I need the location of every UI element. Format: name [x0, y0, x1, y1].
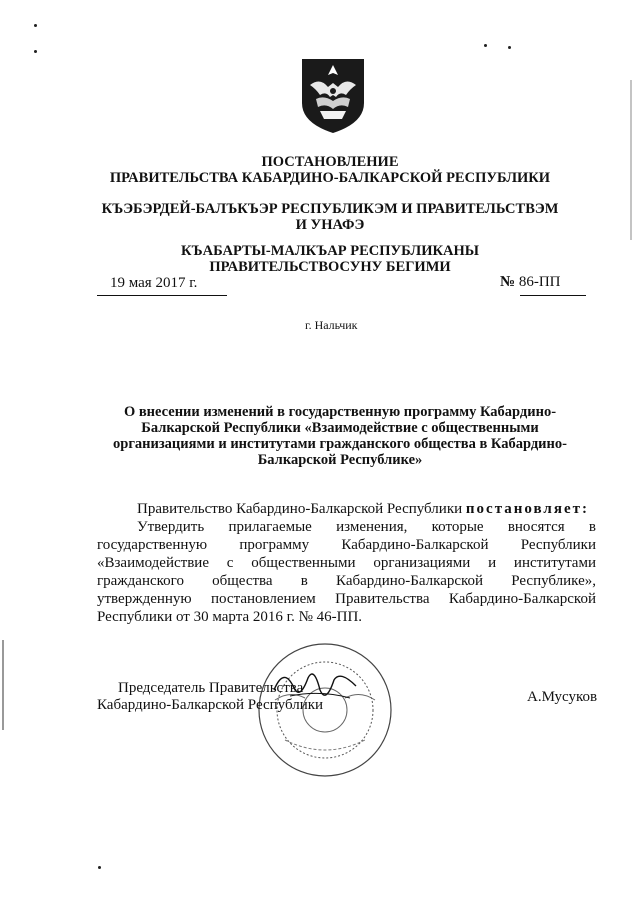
number-sign: № [500, 274, 516, 290]
body-intro: Правительство Кабардино-Балкарской Республики [137, 501, 463, 517]
scan-speck [34, 24, 37, 27]
heading-kabardian: КЪЭБЭРДЕЙ-БАЛЪКЪЭР РЕСПУБЛИКЭМ И ПРАВИТЕЛЬСТВЭМ И УНАФЭ [101, 201, 559, 233]
document-date: 19 мая 2017 г. [110, 275, 198, 291]
scan-speck [484, 44, 487, 47]
scan-edge-mark [630, 80, 632, 240]
signer-position-line-2: Кабардино-Балкарской Республики [97, 697, 324, 713]
heading-line-1: ПОСТАНОВЛЕНИЕ [261, 154, 399, 170]
scan-speck [98, 866, 101, 869]
body-verb: постановляет: [465, 501, 589, 517]
document-number [500, 274, 561, 291]
number-value: 86-ПП [518, 274, 561, 290]
scan-edge-mark [2, 640, 4, 730]
heading-line-2: ПРАВИТЕЛЬСТВА КАБАРДИНО-БАЛКАРСКОЙ РЕСПУБЛИКИ [109, 170, 551, 186]
scan-speck [34, 50, 37, 53]
body-intro-paragraph [97, 500, 596, 518]
document-city: г. Нальчик [305, 318, 358, 332]
coat-of-arms-emblem [298, 55, 368, 135]
document-title: О внесении изменений в государственную программу Кабардино-Балкарской Республики «Взаимодействие с общественными организациями и институтами гражданского общества в Кабардино-Балкарской Республике» [113, 404, 567, 468]
heading-balkar: КЪАБАРТЫ-МАЛКЪАР РЕСПУБЛИКАНЫ ПРАВИТЕЛЬСТВОСУНУ БЕГИМИ [181, 243, 479, 275]
document-type-heading [100, 154, 560, 186]
scan-speck [508, 46, 511, 49]
document-body [97, 500, 596, 626]
date-underline [97, 295, 227, 296]
signer-position-line-1: Председатель Правительства [118, 680, 304, 696]
number-underline [520, 295, 586, 296]
body-text: Утвердить прилагаемые изменения, которые вносятся в государственную программу Кабардино-Балкарской Республики «Взаимодействие с общественными организациями и институтами гражданского общества в Кабардино-Балкарской Республике», утвержденную постановлением Правительства Кабардино-Балкарской Республики от 30 марта 2016 г. № 46-ПП. [97, 519, 596, 625]
signer-name: А.Мусуков [527, 689, 598, 705]
